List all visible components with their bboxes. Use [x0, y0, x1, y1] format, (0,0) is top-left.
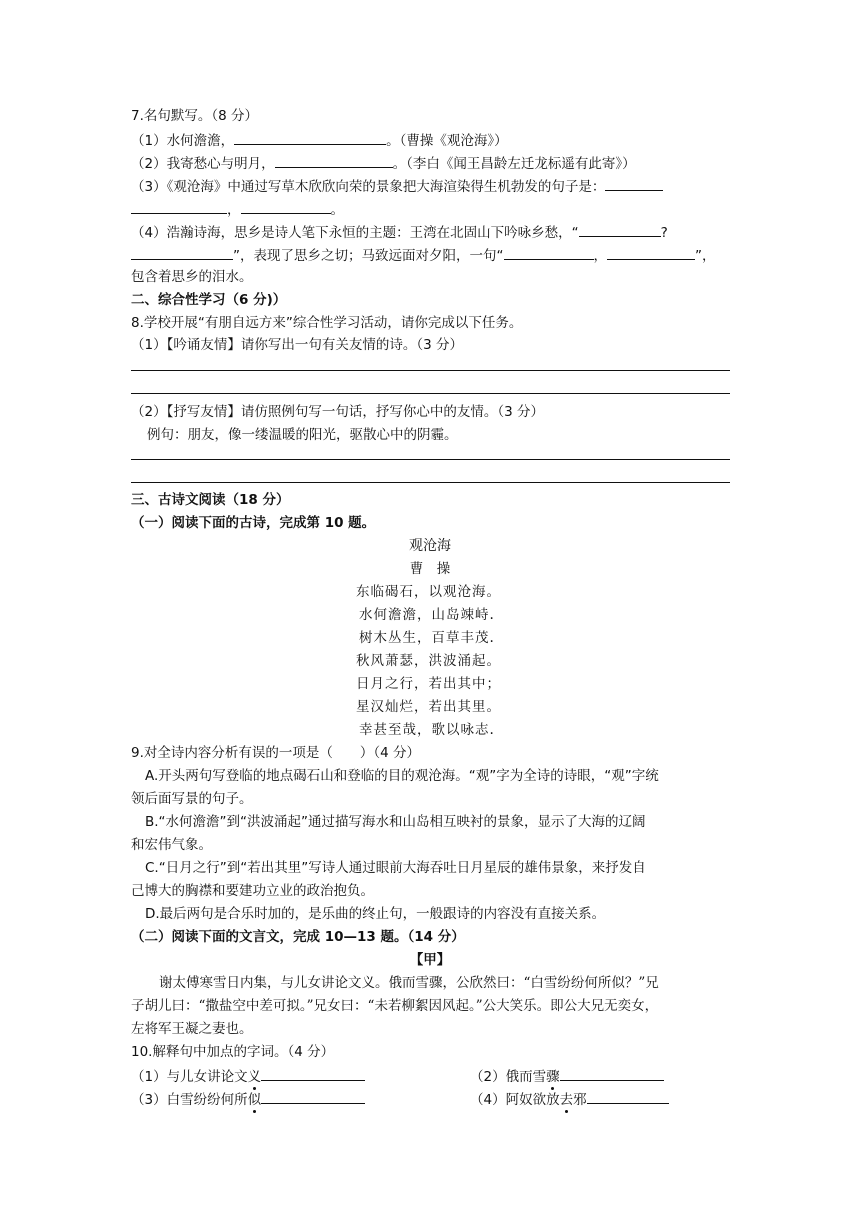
poem-line: 日月之行，若出其中；: [356, 676, 501, 692]
q7-item-1: （1）水何澹澹， 。（曹操《观沧海》）: [131, 129, 508, 151]
passage-line: 谢太傅寒雪日内集，与儿女讲论文义。俄而雪骤，公欣然曰：“白雪纷纷何所似？”兄: [159, 975, 659, 991]
answer-blank[interactable]: [131, 198, 227, 214]
q7-item-3: （3）《观沧海》中通过写草木欣欣向荣的景象把大海渲染得生机勃发的句子是：: [131, 175, 663, 197]
part-1-title: （一）阅读下面的古诗，完成第 10 题。: [131, 515, 376, 531]
poem-line: 星汉灿烂，若出其里。: [356, 699, 501, 715]
answer-blank[interactable]: [579, 221, 661, 237]
answer-blank[interactable]: [607, 244, 695, 260]
poem-line: 东临碣石，以观沧海。: [356, 584, 501, 600]
section-3-title: 三、古诗文阅读（18 分）: [131, 492, 290, 508]
answer-blank[interactable]: [560, 1065, 664, 1081]
poem-title: 观沧海: [409, 538, 451, 554]
q9-option-b-cont: 和宏伟气象。: [131, 837, 212, 853]
q10-item-4: （4）阿奴欲放去邪: [470, 1088, 669, 1110]
q7-item-2: （2）我寄愁心与明月， 。（李白《闻王昌龄左迁龙标遥有此寄》）: [131, 152, 636, 174]
q9-stem: 9.对全诗内容分析有误的一项是（ ）（4 分）: [131, 745, 421, 761]
q9-option-c: C.“日月之行”到“若出其里”写诗人通过眼前大海吞吐日月星辰的雄伟景象，来抒发自: [145, 860, 646, 876]
q9-option-a-cont: 领后面写景的句子。: [131, 791, 253, 807]
q7-item-4-end: 包含着思乡的泪水。: [131, 269, 253, 285]
poem-line: 秋风萧瑟，洪波涌起。: [356, 653, 501, 669]
passage-jia-label: 【甲】: [409, 952, 451, 968]
section-2-title: 二、综合性学习（6 分)）: [131, 292, 287, 308]
part-2-title: （二）阅读下面的文言文，完成 10—13 题。（14 分）: [131, 929, 465, 945]
q9-option-c-cont: 己博大的胸襟和要建功立业的政治抱负。: [131, 883, 374, 899]
poem-author: 曹 操: [409, 561, 451, 577]
q10-item-1: （1）与儿女讲论文义: [131, 1065, 365, 1087]
answer-blank[interactable]: [587, 1088, 669, 1104]
poem-line: 树木丛生，百草丰茂.: [359, 630, 495, 646]
q9-option-b: B.“水何澹澹”到“洪波涌起”通过描写海水和山岛相互映衬的景象，显示了大海的辽阔: [145, 814, 646, 830]
q8-task-1: （1）【吟诵友情】请你写出一句有关友情的诗。（3 分）: [131, 337, 463, 353]
answer-line[interactable]: [131, 393, 730, 394]
passage-line: 子胡儿曰：“撒盐空中差可拟。”兄女曰：“未若柳絮因风起。”公大笑乐。即公大兄无奕女，: [131, 998, 659, 1014]
answer-blank[interactable]: [261, 1065, 365, 1081]
q7-item-3-cont: ， 。: [131, 198, 344, 220]
q8-stem: 8.学校开展“有朋自远方来”综合性学习活动，请你完成以下任务。: [131, 315, 523, 331]
answer-line[interactable]: [131, 482, 730, 483]
poem-line: 幸甚至哉，歌以咏志.: [359, 722, 495, 738]
answer-blank[interactable]: [275, 152, 393, 168]
q7-title: 7.名句默写。（8 分）: [131, 108, 259, 124]
answer-line[interactable]: [131, 459, 730, 460]
q9-option-a: A.开头两句写登临的地点碣石山和登临的目的观沧海。“观”字为全诗的诗眼，“观”字统: [145, 768, 659, 784]
q9-option-d: D.最后两句是合乐时加的，是乐曲的终止句，一般跟诗的内容没有直接关系。: [145, 906, 606, 922]
q7-item-4-cont: ”，表现了思乡之切；马致远面对夕阳，一句“ ， ”，: [131, 244, 716, 266]
q10-item-2: （2）俄而雪骤: [470, 1065, 664, 1087]
q10-title: 10.解释句中加点的字词。（4 分）: [131, 1044, 335, 1060]
answer-blank[interactable]: [605, 175, 663, 191]
q8-task-2: （2）【抒写友情】请仿照例句写一句话，抒写你心中的友情。（3 分）: [131, 404, 544, 420]
answer-blank[interactable]: [504, 244, 594, 260]
answer-blank[interactable]: [131, 244, 233, 260]
poem-line: 水何澹澹，山岛竦峙.: [359, 607, 495, 623]
answer-blank[interactable]: [234, 129, 386, 145]
q8-example: 例句：朋友，像一缕温暖的阳光，驱散心中的阴霾。: [147, 427, 458, 443]
passage-line: 左将军王凝之妻也。: [131, 1021, 253, 1037]
answer-line[interactable]: [131, 370, 730, 371]
q10-item-3: （3）白雪纷纷何所似: [131, 1088, 365, 1110]
answer-blank[interactable]: [261, 1088, 365, 1104]
answer-blank[interactable]: [241, 198, 331, 214]
q7-item-4: （4）浩瀚诗海，思乡是诗人笔下永恒的主题：王湾在北固山下吟咏乡愁，“ ?: [131, 221, 668, 243]
